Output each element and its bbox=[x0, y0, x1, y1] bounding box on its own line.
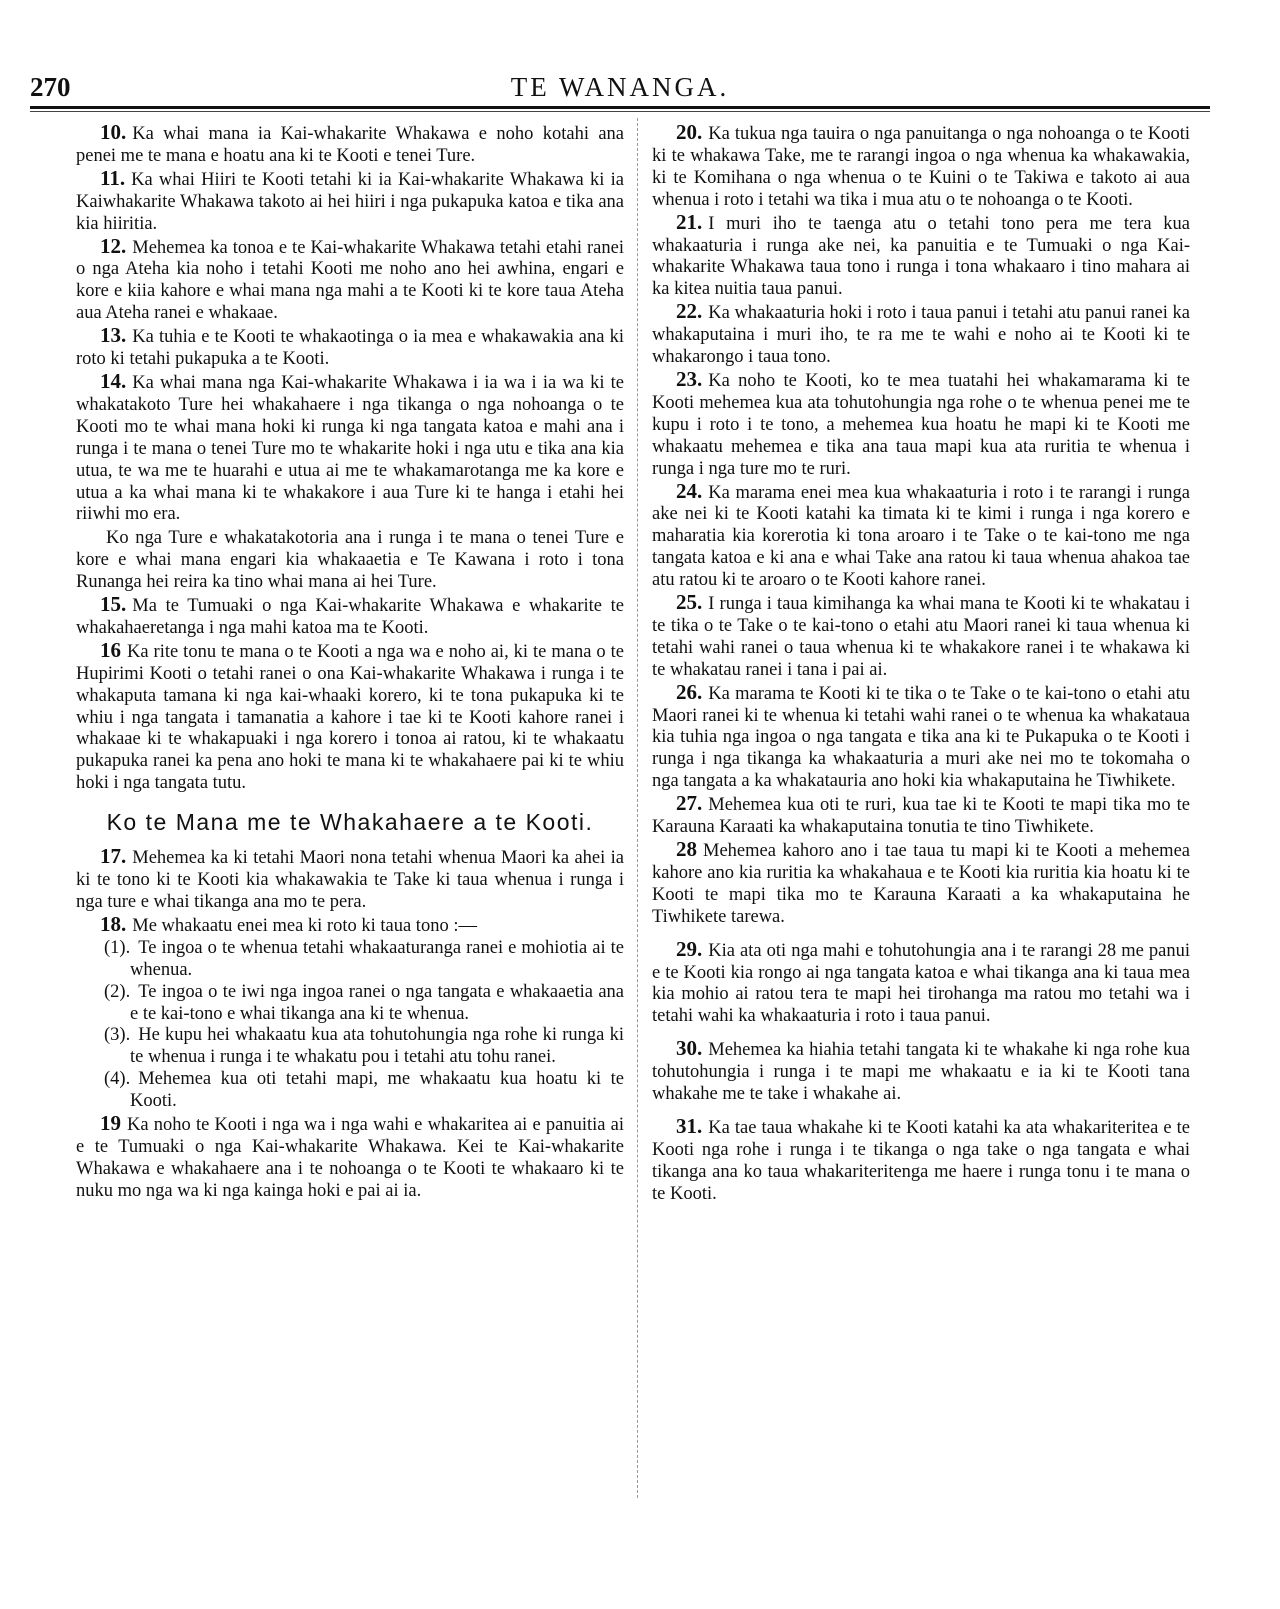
paragraph bbox=[652, 1113, 1190, 1206]
paragraph bbox=[76, 325, 624, 371]
paragraph bbox=[652, 366, 1190, 481]
column-divider bbox=[637, 118, 638, 1498]
paragraph bbox=[652, 209, 1190, 302]
paragraph-number: 20. bbox=[676, 120, 703, 144]
paragraph bbox=[652, 301, 1190, 369]
paragraph-number: 21. bbox=[676, 209, 703, 234]
paragraph-text: Ka rite tonu te mana o te Kooti a nga wa e noho ai, ki te mana o te Hupirimi Kooti o tetahi ranei o ona Kai-whakarite Whakawa i runga i te whakaputa tamana ki nga kai-whaaki korero, ki te tona pukapuka ki te whiu i nga tangata i tamanatia a kahore i tae ki te Kooti kahore ranei i whakaae ki te whakapuaki i nga korero i tonoa ai ratou, ki te whakaatu pukapuka ranei ka pena ano hoki te mana ki te whakahaere pai ki te whiu hoki i nga tangata tutu. bbox=[76, 641, 624, 794]
paragraph-number: 19 bbox=[100, 1111, 121, 1136]
paragraph-text: Ka noho te Kooti, ko te mea tuatahi hei whakamarama ki te Kooti mehemea kua ata tohutohungia nga rohe o te whenua penei me te kupu i roto i te tono, a mehemea kua hoatu he mapi ki te Kooti me whakaatu mehemea e tika ana taua mapi kua ata ruritia te whenua i runga i nga ture mo te ruri. bbox=[652, 370, 1190, 479]
paragraph-text: Mehemea ka tonoa e te Kai-whakarite Whakawa tetahi etahi ranei o nga Ateha kia noho i tetahi Kooti me noho ano hei awhina, engari e kore e kiia kahore e whai mana nga mahi a te Kooti ki te kore taua Ateha aua Ateha ranei e whakaae. bbox=[76, 237, 624, 324]
paragraph-number: 11. bbox=[100, 165, 126, 190]
header-rule bbox=[30, 106, 1210, 109]
paragraph bbox=[652, 1038, 1190, 1106]
paragraph-number: 26. bbox=[676, 679, 703, 704]
sub-item-label: (2). bbox=[104, 981, 131, 1002]
paragraph-text: Ma te Tumuaki o nga Kai-whakarite Whakawa e whakarite te whakahaeretanga i nga mahi katoa ma te Kooti. bbox=[76, 596, 624, 638]
paragraph bbox=[652, 592, 1190, 682]
newspaper-title: TE WANANGA. bbox=[510, 72, 730, 102]
paragraph-text: Ko nga Ture e whakatakotoria ana i runga i te mana o tenei Ture e kore e whai mana engari kia whakaaetia e Te Kawana i roto i tona Runanga hei reira ka tino whai mana ai hei Ture. bbox=[76, 528, 624, 593]
header-rule-thin bbox=[30, 111, 1210, 112]
paragraph bbox=[76, 911, 624, 938]
paragraph bbox=[76, 526, 624, 594]
paragraph bbox=[76, 165, 624, 236]
paragraph-number: 30. bbox=[676, 1036, 703, 1061]
paragraph-number: 18. bbox=[100, 911, 127, 936]
paragraph-text: Ka tukua nga tauira o nga panuitanga o nga nohoanga o te Kooti ki te whakawa Take, me te rarangi ingoa o nga whenua ka whakawakia, ki te Komihana o nga whenua o te Kuini o te Takiwa e takoto ai aua whenua i roto i tetahi wa tika i mua atu o te nohoanga o te Kooti. bbox=[652, 124, 1190, 210]
paragraph bbox=[76, 637, 624, 795]
paragraph bbox=[652, 122, 1190, 212]
paragraph-number: 17. bbox=[100, 844, 127, 869]
paragraph bbox=[652, 679, 1190, 794]
paragraph bbox=[76, 846, 624, 914]
paragraph-text: Ka whai mana ia Kai-whakarite Whakawa e noho kotahi ana penei me te mana e hoatu ana ki te Kooti e tenei Ture. bbox=[76, 124, 624, 166]
paragraph bbox=[652, 793, 1190, 839]
paragraph-text: Ka marama te Kooti ki te tika o te Take o te kai-tono o etahi atu Maori ranei ki te whenua ki tetahi wahi ranei o te whenua ka whakatauа kia tuhia nga ingoa o nga tangata e tika ana ki te Pukapuka o te Kooti i runga i nga tikanga ka whakaaturia a muri ake nei mo te tokomaha o nga tangata a ka whakatauria ano hoki kia whakaputaina he Tiwhikete. bbox=[652, 683, 1190, 792]
sub-item-text: Te ingoa o te iwi nga ingoa ranei o nga tangata e whakaaetia ana e te kai-tono e whai tikanga ana ki te whenua. bbox=[130, 981, 624, 1024]
page-header bbox=[30, 72, 1210, 108]
sub-item bbox=[104, 1025, 624, 1069]
paragraph bbox=[652, 936, 1190, 1029]
paragraph-text: Ka marama enei mea kua whakaaturia i roto i te rarangi i runga ake nei ki te Kooti katahi ka timata ki te kimi i runga i nga korero e maharatia kia korerotia ki tona aroaro i te Take o te kai-tono me nga tangata katoa e ki ana e whai Take ana ratou ki taua whenua ahakoa tae atu ratou ki te aroaro o te Kooti kahore ranei. bbox=[652, 482, 1190, 591]
paragraph-number: 28 bbox=[676, 837, 697, 861]
paragraph-number: 12. bbox=[100, 233, 127, 258]
paragraph-text: Ka tuhia e te Kooti te whakaotinga o ia mea e whakawakia ana ki roto ki tetahi pukapuka a te Kooti. bbox=[76, 327, 624, 370]
paragraph-number: 27. bbox=[676, 791, 703, 816]
sub-item-text: Te ingoa o te whenua tetahi whakaaturanga ranei e mohiotia ai te whenua. bbox=[130, 937, 624, 980]
paragraph bbox=[76, 594, 624, 640]
paragraph-text: Ka tae taua whakahe ki te Kooti katahi ka ata whakariteritea e te Kooti nga rohe i runga i te tikanga o nga take o nga tangata e whai tikanga ana ko taua whakariteritenga me haere i runga tonu i te mana o te Kooti. bbox=[652, 1117, 1190, 1204]
section-heading: Ko te Mana me te Whakahaere a te Kooti. bbox=[106, 809, 594, 836]
paragraph-text: Ka whakaaturia hoki i roto i taua panui i tetahi atu panui ranei ka whakaputaina i muri iho, te ra me te wahi e noho ai te Kooti ki te whakarongo i taua tono. bbox=[652, 303, 1190, 368]
paragraph bbox=[76, 1113, 624, 1203]
paragraph-number: 10. bbox=[100, 120, 127, 144]
paragraph bbox=[76, 233, 624, 326]
sub-item-label: (3). bbox=[104, 1025, 131, 1046]
paragraph-text: Ka whai mana nga Kai-whakarite Whakawa i ia wa i ia wa ki te whakatakoto Ture hei whakahaere i nga tikanga o nga nohoanga o te Kooti mo te whai mana hoki ki runga ki nga tangata katoa e mahi ana i runga i te mana o tenei Ture mo te whakarite hoki i nga utu e tika ana kia utua, te wa me te huarahi e utua ai me te whakamarotanga me ka kore e utua a ka whai mana ki te whakakore i aua Ture ki te hanga i etahi hei riiwhi mo era. bbox=[76, 372, 624, 525]
sub-item-text: He kupu hei whakaatu kua ata tohutohungia nga rohe ki runga ki te whenua i runga i te whakatu pou i tetahi atu tohu ranei. bbox=[130, 1025, 624, 1068]
left-column bbox=[76, 122, 624, 1203]
paragraph-number: 23. bbox=[676, 366, 703, 391]
sub-item bbox=[104, 1069, 624, 1113]
paragraph-text: Mehemea ka hiahia tetahi tangata ki te whakahe ki nga rohe kua tohutohungia i runga i te mapi me whakaatu e ia ki te Kooti tana whakahe me te take i whakahe ai. bbox=[652, 1040, 1190, 1105]
sub-item-label: (4). bbox=[104, 1069, 131, 1090]
paragraph-text: Mehemea ka ki tetahi Maori nona tetahi whenua Maori ka ahei ia ki te tono ki te Kooti kia whakawakia te Take ki taua whenua i runga i nga ture e whai tikanga ana mo te pera. bbox=[76, 848, 624, 912]
paragraph bbox=[76, 122, 624, 168]
paragraph bbox=[652, 839, 1190, 929]
paragraph-number: 22. bbox=[676, 299, 703, 324]
paragraph-number: 15. bbox=[100, 592, 127, 617]
paragraph-number: 16 bbox=[100, 637, 121, 662]
paragraph-number: 24. bbox=[676, 478, 703, 503]
sub-item-label: (1). bbox=[104, 937, 131, 958]
right-column bbox=[652, 122, 1190, 1206]
paragraph-number: 25. bbox=[676, 590, 703, 615]
paragraph bbox=[652, 478, 1190, 593]
paragraph bbox=[76, 368, 624, 526]
paragraph-number: 14. bbox=[100, 368, 127, 393]
paragraph-text: Me whakaatu enei mea ki roto ki taua tono :— bbox=[132, 915, 477, 936]
paragraph-text: Ka whai Hiiri te Kooti tetahi ki ia Kai-whakarite Whakawa ki ia Kaiwhakarite Whakawa takoto ai hei hiiri i nga pukapuka katoa e tika ana kia hiiritia. bbox=[76, 169, 624, 234]
paragraph-text: I runga i taua kimihanga ka whai mana te Kooti ki te whakatau i te tika o te Take o te kai-tono o etahi atu Maori ranei ki taua whenua ki tetahi wahi ranei o taua whenua ki te whakakore ranei i te whakawa ki te whakatau ranei i tana i pai ai. bbox=[652, 594, 1190, 680]
paragraph-number: 13. bbox=[100, 323, 127, 348]
sub-item-text: Mehemea kua oti tetahi mapi, me whakaatu kua hoatu ki te Kooti. bbox=[130, 1069, 624, 1112]
paragraph-number: 29. bbox=[676, 936, 703, 961]
page-number: 270 bbox=[30, 72, 71, 102]
sub-item bbox=[104, 938, 624, 982]
sub-item bbox=[104, 982, 624, 1026]
paragraph-text: Kia ata oti nga mahi e tohutohungia ana i te rarangi 28 me panui e te Kooti kia rongo ai nga tangata katoa e whai tikanga ana ki taua mea kia mohio ai ratou tera te mapi hei tirohanga ma ratou mo tetahi wa i tetahi wahi ka whakaaturia i roto i taua panui. bbox=[652, 940, 1190, 1027]
paragraph-text: Mehemea kua oti te ruri, kua tae ki te Kooti te mapi tika mo te Karauna Karaati ka whakaputaina tonutia te tino Tiwhikete. bbox=[652, 795, 1190, 838]
paragraph-text: I muri iho te taenga atu o tetahi tono pera me tera kua whakaaturia i runga ake nei, ka panuitia e te Tumuaki o nga Kai-whakarite Whakawa taua tono i runga i tona whakaaro i tino mahara ai ka kitea nuitia taua panui. bbox=[652, 213, 1190, 300]
paragraph-text: Mehemea kahoro ano i tae taua tu mapi ki te Kooti a mehemea kahore ano kia ruritia ka whakahaua e te Kooti kia ruritia kia hoatu ki te Kooti te mapi tika mo te Karauna Karaati a ka whakaputaina he Tiwhikete tarewa. bbox=[652, 841, 1190, 927]
paragraph-text: Ka noho te Kooti i nga wa i nga wahi e whakaritea ai e panuitia ai e te Tumuaki o nga Kai-whakarite Whakawa. Kei te Kai-whakarite Whakawa e whakahaere ana i te nohoanga o te Kooti te whakaaro ki te nuku mo nga wa ki nga kainga hoki e pai ai ia. bbox=[76, 1115, 624, 1201]
paragraph-number: 31. bbox=[676, 1113, 703, 1138]
